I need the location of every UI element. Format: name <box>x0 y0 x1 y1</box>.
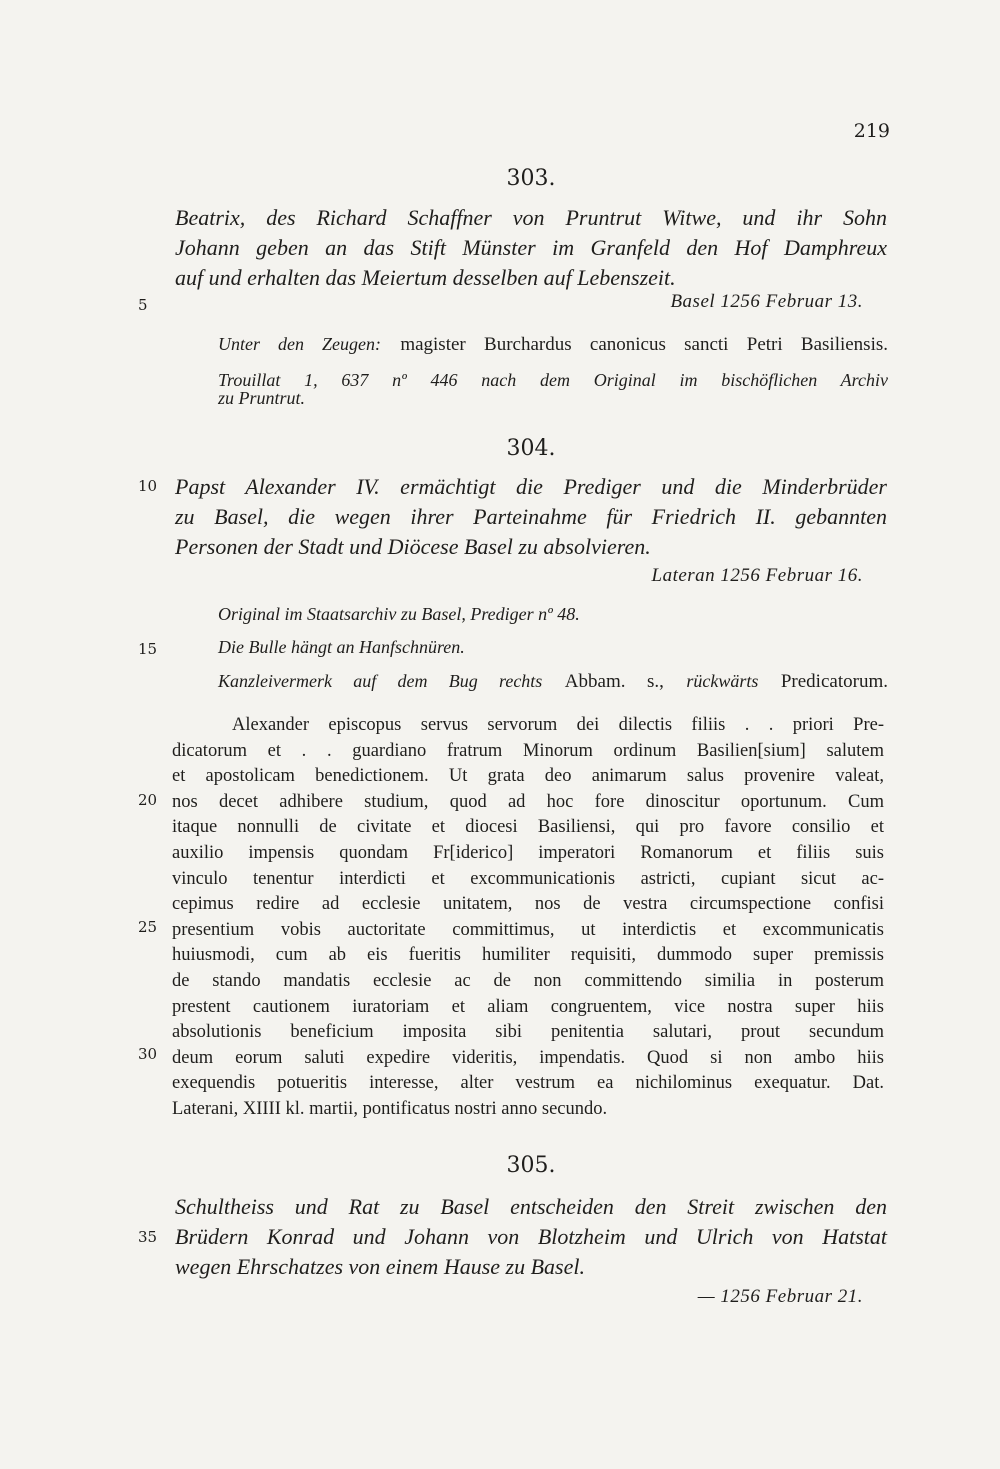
archive-note: Original im Staatsarchiv zu Basel, Prediger nº 48. <box>218 604 580 624</box>
regest-line: Brüdern Konrad und Johann von Blotzheim und Ulrich von Hatstat <box>175 1224 887 1249</box>
page-number: 219 <box>853 120 890 142</box>
body-line: prestent cautionem iuratoriam et aliam congruentem, vice nostra super hiis <box>172 996 884 1017</box>
body-line: de stando mandatis ecclesie ac de non committendo similia in posterum <box>172 970 884 991</box>
regest-line: zu Basel, die wegen ihrer Parteinahme für Friedrich II. gebannten <box>175 504 887 529</box>
regest-line: Schultheiss und Rat zu Basel entscheiden den Streit zwischen den <box>175 1194 887 1219</box>
source-note-line2: zu Pruntrut. <box>218 388 306 408</box>
line-number: 10 <box>138 477 158 495</box>
chancery-note-c: rückwärts <box>686 671 759 691</box>
date-303: Basel 1256 Februar 13. <box>670 291 863 312</box>
body-line: dicatorum et . . guardiano fratrum Minorum ordinum Basilien[sium] salutem <box>172 740 884 761</box>
body-line: presentium vobis auctoritate committimus, ut interdictis et excommunicatis <box>172 919 884 940</box>
entry-number-303: 303. <box>506 166 556 191</box>
date-304: Lateran 1256 Februar 16. <box>651 565 863 586</box>
date-305: — 1256 Februar 21. <box>697 1286 863 1307</box>
witness-text: magister Burchardus canonicus sancti Petri Basiliensis. <box>400 334 889 355</box>
body-line: vinculo tenentur interdicti et excommunicationis astricti, cupiant sicut ac- <box>172 868 884 889</box>
regest-305 <box>175 1192 887 1282</box>
line-number: 25 <box>138 918 158 936</box>
body-line: itaque nonnulli de civitate et diocesi Basiliensi, qui pro favore consilio et <box>172 817 884 838</box>
body-line: et apostolicam benedictionem. Ut grata deo animarum salus provenire valeat, <box>172 766 884 787</box>
body-line: auxilio impensis quondam Fr[iderico] imperatori Romanorum et filiis suis <box>172 842 884 863</box>
regest-line: Beatrix, des Richard Schaffner von Pruntrut Witwe, und ihr Sohn <box>175 205 887 230</box>
regest-line: auf und erhalten das Meiertum desselben auf Lebenszeit. <box>175 265 676 290</box>
body-line: exequendis potueritis interesse, alter vestrum ea nichilominus exequatur. Dat. <box>172 1073 884 1094</box>
regest-line: Personen der Stadt und Diöcese Basel zu absolvieren. <box>175 534 651 559</box>
regest-304 <box>175 472 887 562</box>
chancery-note-d: Predicatorum. <box>780 671 888 692</box>
charter-text <box>172 713 884 1123</box>
line-number: 15 <box>138 640 158 658</box>
line-number: 35 <box>138 1228 158 1246</box>
entry-number-305: 305. <box>506 1153 556 1178</box>
witness-note <box>218 334 888 355</box>
line-number: 30 <box>138 1045 158 1063</box>
chancery-note-b: Abbam. s., <box>564 671 664 692</box>
body-line: nos decet adhibere studium, quod ad hoc fore dinoscitur oportunum. Cum <box>172 791 884 812</box>
entry-number-304: 304. <box>506 436 556 461</box>
seal-note: Die Bulle hängt an Hanfschnüren. <box>218 637 465 657</box>
regest-303 <box>175 203 887 293</box>
line-number: 20 <box>138 791 158 809</box>
regest-line: wegen Ehrschatzes von einem Hause zu Basel. <box>175 1254 585 1279</box>
chancery-note-a: Kanzleivermerk auf dem Bug rechts <box>218 671 543 691</box>
body-line: cepimus redire ad ecclesie unitatem, nos de vestra circumspectione confisi <box>172 894 884 915</box>
body-line: absolutionis beneficium imposita sibi penitentia salutari, prout secundum <box>172 1022 884 1043</box>
source-note-line1: Trouillat 1, 637 nº 446 nach dem Original im bischöflichen Archiv <box>218 370 888 390</box>
regest-line: Johann geben an das Stift Münster im Granfeld den Hof Damphreux <box>175 235 887 260</box>
witness-label: Unter den Zeugen: <box>218 334 382 354</box>
body-line: deum eorum saluti expedire videritis, impendatis. Quod si non ambo hiis <box>172 1047 884 1068</box>
body-line: Alexander episcopus servus servorum dei dilectis filiis . . priori Pre- <box>232 715 884 735</box>
body-line: Laterani, XIIII kl. martii, pontificatus nostri anno secundo. <box>172 1098 608 1119</box>
body-line: huiusmodi, cum ab eis fueritis humiliter requisiti, dummodo super premissis <box>172 945 884 966</box>
chancery-note <box>218 671 888 692</box>
line-number: 5 <box>138 296 148 314</box>
regest-line: Papst Alexander IV. ermächtigt die Prediger und die Minderbrüder <box>175 474 887 499</box>
